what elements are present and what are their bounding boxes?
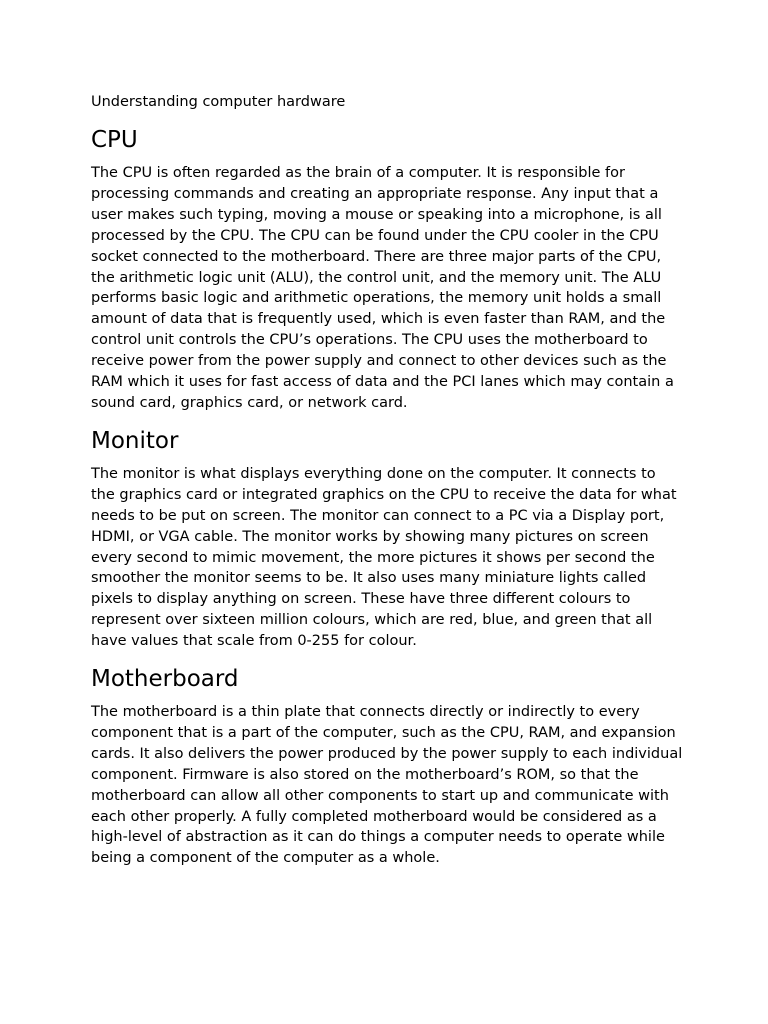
section-motherboard: [91, 665, 683, 869]
section-heading-monitor: Monitor: [91, 427, 179, 454]
section-cpu: [91, 126, 683, 414]
section-heading-cpu: CPU: [91, 127, 138, 153]
document-title: Understanding computer hardware: [91, 94, 346, 110]
section-monitor: [91, 427, 683, 652]
section-body-monitor: The monitor is what displays everything done on the computer. It connects to the graphics card or integrated graphics on the CPU to receive the data for what needs to be put on screen. The monitor can connect to a PC via a Display port, HDMI, or VGA cable. The monitor works by showing many pictures on screen every second to mimic movement, the more pictures it shows per second the smoother the monitor seems to be. It also uses many miniature lights called pixels to display anything on screen. These have three different colours to represent over sixteen million colours, which are red, blue, and green that all have values that scale from 0-255 for colour.: [91, 465, 677, 650]
section-heading-motherboard: Motherboard: [91, 666, 239, 693]
section-body-cpu: The CPU is often regarded as the brain of a computer. It is responsible for processing commands and creating an appropriate response. Any input that a user makes such typing, moving a mouse or speaking into a microphone, is all processed by the CPU. The CPU can be found under the CPU cooler in the CPU socket connected to the motherboard. There are three major parts of the CPU, the arithmetic logic unit (ALU), the control unit, and the memory unit. The ALU performs basic logic and arithmetic operations, the memory unit holds a small amount of data that is frequently used, which is even faster than RAM, and the control unit controls the CPU’s operations. The CPU uses the motherboard to receive power from the power supply and connect to other devices such as the RAM which it uses for fast access of data and the PCI lanes which may contain a sound card, graphics card, or network card.: [91, 165, 674, 411]
document-page: [91, 92, 683, 882]
section-body-motherboard: The motherboard is a thin plate that connects directly or indirectly to every component that is a part of the computer, such as the CPU, RAM, and expansion cards. It also delivers the power produced by the power supply to each individual component. Firmware is also stored on the motherboard’s ROM, so that the motherboard can allow all other components to start up and communicate with each other properly. A fully completed motherboard would be considered as a high-level of abstraction as it can do things a computer needs to operate while being a component of the computer as a whole.: [91, 704, 683, 867]
